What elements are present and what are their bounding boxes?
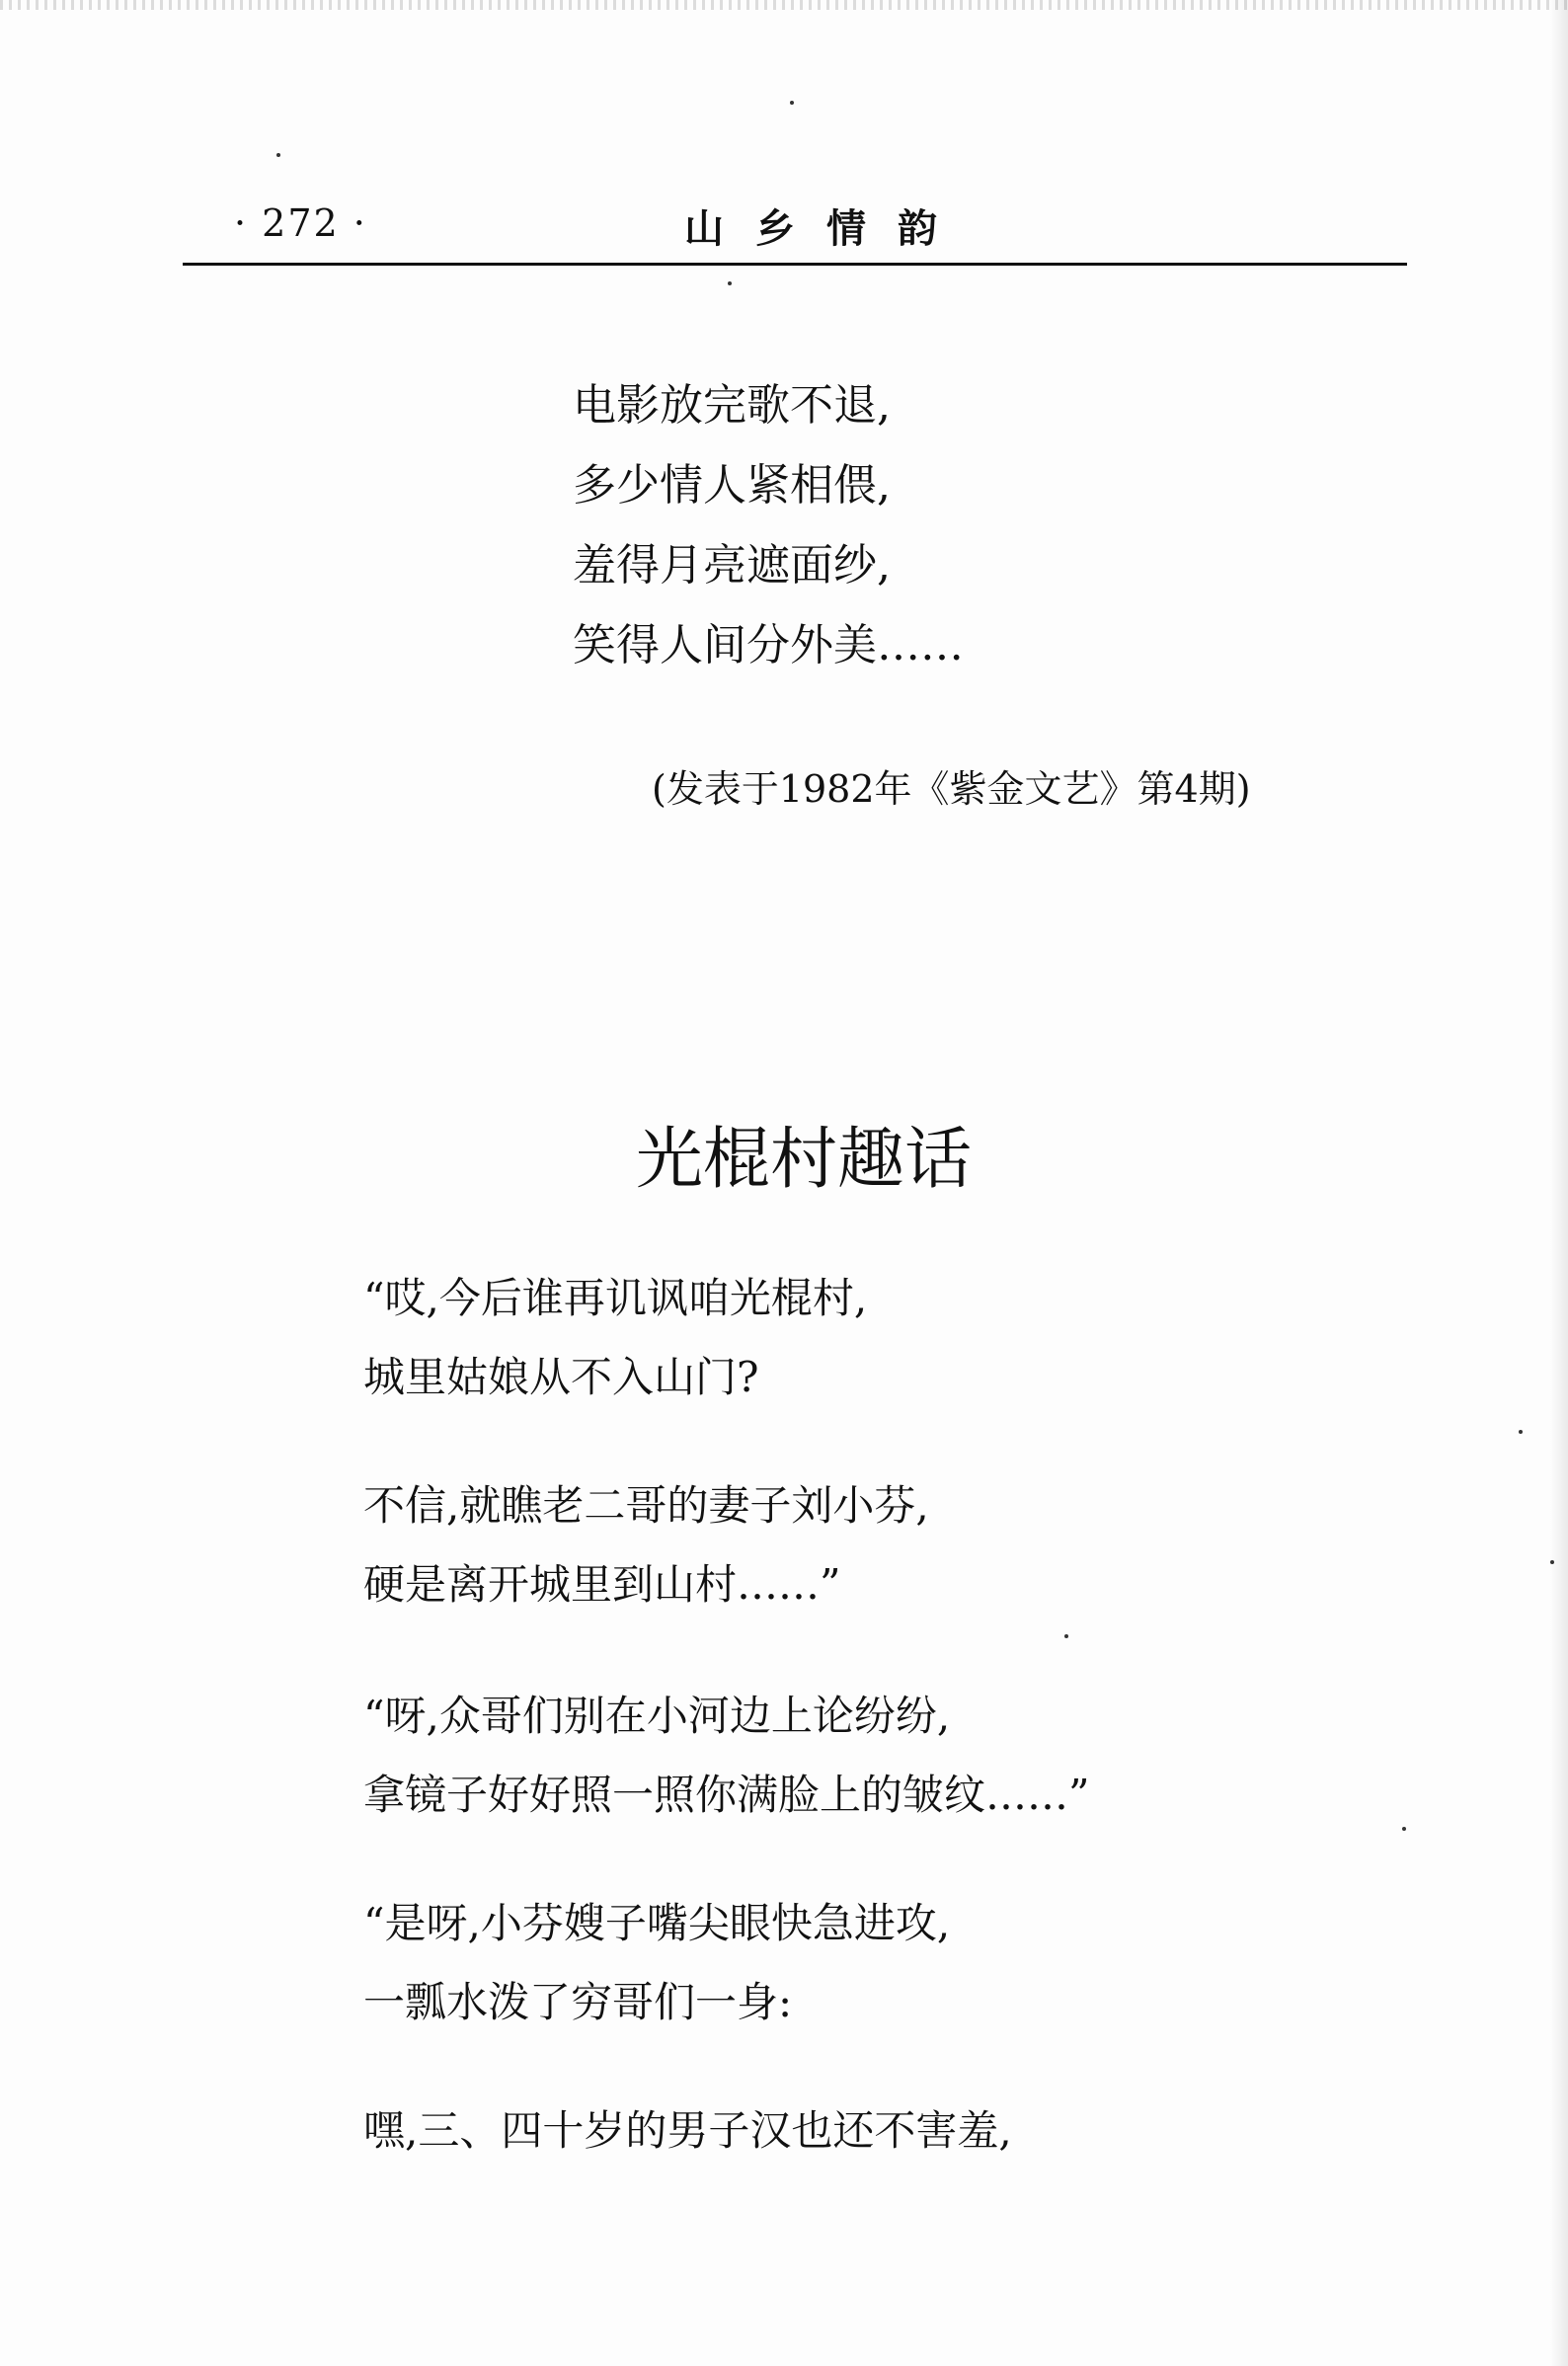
scan-speck [1064, 1634, 1068, 1638]
stanza [363, 2091, 1012, 2170]
poem-title: 光棍村趣话 [635, 1121, 972, 1199]
poem-line: 电影放完歌不退, [573, 380, 891, 431]
poem-line: 笑得人间分外美…… [573, 620, 964, 670]
poem-line: 羞得月亮遮面纱, [573, 540, 891, 591]
scan-speck [728, 281, 732, 285]
stanza [363, 1466, 929, 1624]
poem-line: 拿镜子好好照一照你满脸上的皱纹……” [363, 1771, 1090, 1819]
poem-line: “是呀,小芬嫂子嘴尖眼快急进攻, [363, 1899, 951, 1947]
header-rule [183, 263, 1407, 266]
stanza [363, 1884, 950, 2042]
running-title: 山乡情韵 [684, 205, 969, 252]
poem-line: “哎,今后谁再讥讽咱光棍村, [363, 1274, 868, 1322]
scan-speck [1402, 1827, 1406, 1831]
poem-line: 一瓢水泼了穷哥们一身: [363, 1978, 793, 2026]
poem-line: 嘿,三、四十岁的男子汉也还不害羞, [363, 2106, 1012, 2155]
scan-speck [276, 153, 280, 157]
scan-speck [1519, 1430, 1523, 1434]
poem-line: 硬是离开城里到山村……” [363, 1560, 841, 1609]
stanza [363, 1259, 867, 1417]
poem-line: 城里姑娘从不入山门? [363, 1353, 759, 1401]
page-number: · 272 · [234, 201, 367, 245]
scan-speck [1550, 1560, 1554, 1564]
running-head [183, 196, 1407, 251]
stanza [363, 1677, 1089, 1835]
poem-line: “呀,众哥们别在小河边上论纷纷, [363, 1692, 951, 1740]
scan-speck [790, 101, 794, 105]
poem-line: 多少情人紧相偎, [573, 460, 891, 511]
poem-line: 不信,就瞧老二哥的妻子刘小芬, [363, 1481, 929, 1530]
scan-edge-top [0, 0, 1568, 10]
poem-fragment [573, 365, 964, 685]
publication-note: (发表于1982年《紫金文艺》第4期) [652, 767, 1251, 811]
